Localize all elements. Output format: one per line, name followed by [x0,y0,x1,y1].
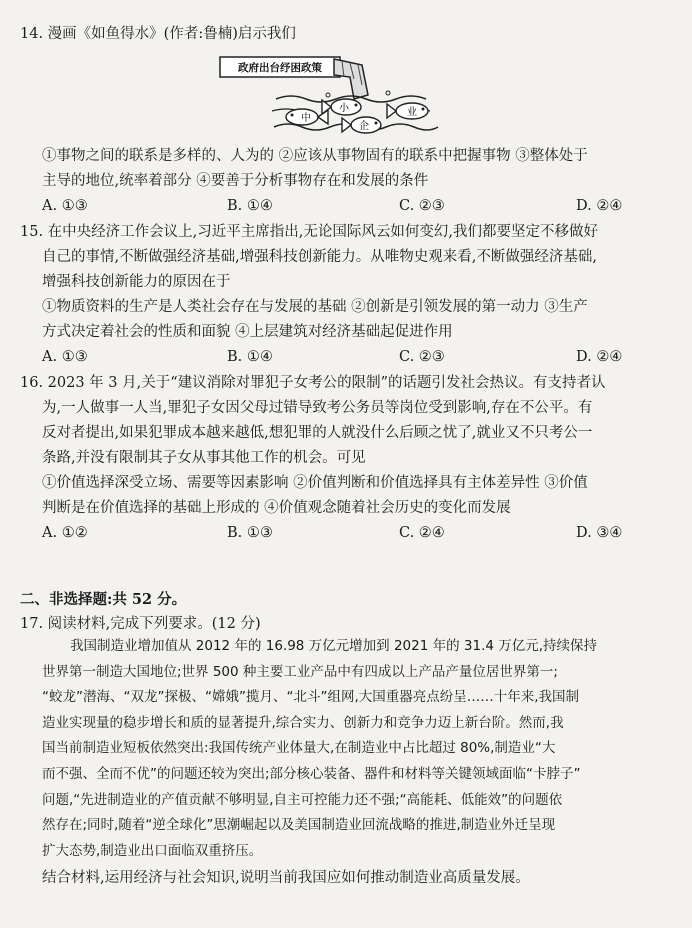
option-c[interactable]: C. ②③ [399,198,445,214]
question-14 [20,22,672,47]
fish-label: 小 [339,103,349,114]
question-14-statements-line2: 主导的地位,统率着部分 ④要善于分析事物存在和发展的条件 [42,173,429,189]
material-line: 造业实现量的稳步增长和质的显著提升,综合实力、创新力和竞争力迈上新台阶。然而,我 [42,714,564,731]
fish-label: 中 [301,113,311,124]
fish-label: 企 [359,121,369,132]
question-15-line1: 15. 在中央经济工作会议上,习近平主席指出,无论国际风云如何变幻,我们都要坚定不移做好 [20,224,598,240]
question-17-stem: 17. 阅读材料,完成下列要求。(12 分) [20,616,261,632]
option-c[interactable]: C. ②④ [399,525,445,541]
question-15-options [20,345,672,370]
material-line: “蛟龙”潜海、“双龙”探极、“嫦娥”揽月、“北斗”组网,大国重器亮点纷呈……十年来,我国制 [42,689,580,706]
option-a[interactable]: A. ①② [42,525,88,541]
question-16-options [20,521,672,546]
question-16-statements-line2: 判断是在价值选择的基础上形成的 ④价值观念随着社会历史的变化而发展 [42,500,511,516]
option-d[interactable]: D. ②④ [576,198,623,214]
option-b[interactable]: B. ①④ [227,198,273,214]
policy-sign-text: 政府出台纾困政策 [238,62,322,74]
question-14-statements-line1: ①事物之间的联系是多样的、人为的 ②应该从事物固有的联系中把握事物 ③整体处于 [42,148,588,164]
question-16-line3: 反对者提出,如果犯罪成本越来越低,想犯罪的人就没什么后顾之忧了,就业又不只考公一 [42,425,593,441]
question-16 [20,371,672,546]
option-d[interactable]: D. ③④ [576,525,623,541]
question-16-line1: 16. 2023 年 3 月,关于“建议消除对罪犯子女考公的限制”的话题引发社会热议。有支持者认 [20,375,606,391]
material-line: 国当前制造业短板依然突出:我国传统产业体量大,在制造业中占比超过 80%,制造业“大 [42,740,556,757]
question-16-statements-line1: ①价值选择深受立场、需要等因素影响 ②价值判断和价值选择具有主体差异性 ③价值 [42,475,588,491]
option-a[interactable]: A. ①③ [42,349,88,365]
question-15 [20,220,672,370]
question-14-body [20,144,672,219]
option-d[interactable]: D. ②④ [576,349,623,365]
question-15-statements-line2: 方式决定着社会的性质和面貌 ④上层建筑对经济基础起促进作用 [42,324,453,340]
question-14-stem: 14. 漫画《如鱼得水》(作者:鲁楠)启示我们 [20,26,296,42]
material-line: 问题,“先进制造业的产值贡献不够明显,自主可控能力还不强;“高能耗、低能效”的问题依 [42,791,563,808]
material-line: 扩大态势,制造业出口面临双重挤压。 [42,842,263,859]
cartoon-fish-in-water [216,55,456,145]
material-line: 世界第一制造大国地位;世界 500 种主要工业产品中有四成以上产品产量位居世界第一; [42,663,558,680]
material-line: 而不强、全而不优”的问题还较为突出;部分核心装备、器件和材料等关键领域面临“卡脖子” [42,765,581,782]
question-17-task: 结合材料,运用经济与社会知识,说明当前我国应如何推动制造业高质量发展。 [42,870,530,886]
option-c[interactable]: C. ②③ [399,349,445,365]
question-17-material [20,634,672,864]
question-16-line2: 为,一人做事一人当,罪犯子女因父母过错导致考公务员等岗位受到影响,存在不公平。有 [42,400,593,416]
question-17-task-block [20,866,672,891]
question-15-statements-line1: ①物质资料的生产是人类社会存在与发展的基础 ②创新是引领发展的第一动力 ③生产 [42,299,588,315]
section-2 [20,587,672,637]
material-line: 然存在;同时,随着“逆全球化”思潮崛起以及美国制造业回流战略的推进,制造业外迁呈现 [42,817,556,834]
section-2-heading: 二、非选择题:共 52 分。 [20,591,187,608]
option-a[interactable]: A. ①③ [42,198,88,214]
option-b[interactable]: B. ①④ [227,349,273,365]
question-14-options [20,194,672,219]
fish-label: 业 [407,107,417,118]
material-line: 我国制造业增加值从 2012 年的 16.98 万亿元增加到 2021 年的 31.4 万亿元,持续保持 [70,638,598,654]
question-16-line4: 条路,并没有限制其子女从事其他工作的机会。可见 [42,450,366,466]
question-15-line3: 增强科技创新能力的原因在于 [42,274,231,290]
question-15-line2: 自己的事情,不断做强经济基础,增强科技创新能力。从唯物史观来看,不断做强经济基础, [42,249,597,265]
option-b[interactable]: B. ①③ [227,525,273,541]
